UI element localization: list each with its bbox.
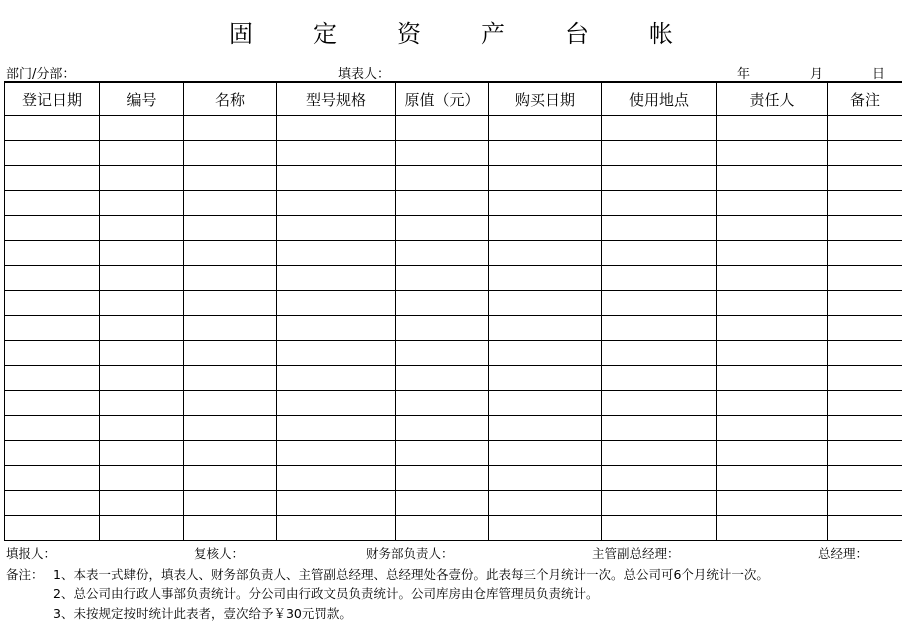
table-cell[interactable] bbox=[717, 166, 828, 191]
table-cell[interactable] bbox=[184, 216, 277, 241]
table-cell[interactable] bbox=[489, 166, 602, 191]
table-row bbox=[5, 516, 902, 541]
table-cell[interactable] bbox=[602, 441, 717, 466]
table-cell[interactable] bbox=[602, 341, 717, 366]
table-cell[interactable] bbox=[184, 466, 277, 491]
table-cell[interactable] bbox=[828, 366, 902, 391]
gm-label: 总经理： bbox=[818, 544, 868, 562]
table-cell[interactable] bbox=[5, 216, 100, 241]
asset-ledger-table bbox=[4, 81, 902, 541]
table-row bbox=[5, 216, 902, 241]
table-cell[interactable] bbox=[828, 166, 902, 191]
table-cell[interactable] bbox=[396, 491, 489, 516]
table-cell[interactable] bbox=[396, 391, 489, 416]
table-cell[interactable] bbox=[489, 191, 602, 216]
table-cell[interactable] bbox=[277, 216, 396, 241]
table-cell[interactable] bbox=[602, 116, 717, 141]
table-cell[interactable] bbox=[602, 191, 717, 216]
table-cell[interactable] bbox=[396, 116, 489, 141]
table-cell[interactable] bbox=[828, 516, 902, 541]
table-row bbox=[5, 191, 902, 216]
table-cell[interactable] bbox=[184, 166, 277, 191]
table-cell[interactable] bbox=[489, 216, 602, 241]
table-cell[interactable] bbox=[602, 491, 717, 516]
table-cell[interactable] bbox=[828, 466, 902, 491]
table-cell[interactable] bbox=[5, 516, 100, 541]
table-row bbox=[5, 341, 902, 366]
table-cell[interactable] bbox=[184, 316, 277, 341]
table-cell[interactable] bbox=[717, 416, 828, 441]
table-cell[interactable] bbox=[489, 516, 602, 541]
table-cell[interactable] bbox=[277, 316, 396, 341]
table-cell[interactable] bbox=[5, 166, 100, 191]
table-cell[interactable] bbox=[396, 341, 489, 366]
note-line-1: 1、本表一式肆份，填表人、财务部负责人、主管副总经理、总经理处各壹份。此表每三个月统计一次。总公司可6个月统计一次。 bbox=[53, 565, 769, 583]
table-cell[interactable] bbox=[184, 516, 277, 541]
table-cell[interactable] bbox=[100, 266, 184, 291]
table-cell[interactable] bbox=[602, 141, 717, 166]
table-cell[interactable] bbox=[828, 341, 902, 366]
table-cell[interactable] bbox=[602, 241, 717, 266]
table-cell[interactable] bbox=[100, 491, 184, 516]
table-cell[interactable] bbox=[5, 466, 100, 491]
table-cell[interactable] bbox=[489, 491, 602, 516]
table-cell[interactable] bbox=[717, 291, 828, 316]
table-cell[interactable] bbox=[602, 516, 717, 541]
table-row bbox=[5, 291, 902, 316]
table-cell[interactable] bbox=[277, 466, 396, 491]
table-header-row bbox=[5, 82, 902, 116]
table-cell[interactable] bbox=[277, 341, 396, 366]
table-cell[interactable] bbox=[396, 516, 489, 541]
table-cell[interactable] bbox=[277, 291, 396, 316]
table-cell[interactable] bbox=[100, 141, 184, 166]
table-cell[interactable] bbox=[717, 491, 828, 516]
table-cell[interactable] bbox=[828, 441, 902, 466]
table-cell[interactable] bbox=[5, 141, 100, 166]
table-cell[interactable] bbox=[717, 191, 828, 216]
table-cell[interactable] bbox=[396, 216, 489, 241]
table-row bbox=[5, 141, 902, 166]
table-cell[interactable] bbox=[602, 266, 717, 291]
header-location: 使用地点 bbox=[602, 82, 717, 116]
table-cell[interactable] bbox=[602, 316, 717, 341]
table-cell[interactable] bbox=[396, 366, 489, 391]
table-cell[interactable] bbox=[489, 341, 602, 366]
table-cell[interactable] bbox=[184, 116, 277, 141]
header-purchase-date: 购买日期 bbox=[489, 82, 602, 116]
table-cell[interactable] bbox=[396, 241, 489, 266]
table-cell[interactable] bbox=[717, 241, 828, 266]
header-number: 编号 bbox=[100, 82, 184, 116]
table-cell[interactable] bbox=[5, 491, 100, 516]
table-row bbox=[5, 316, 902, 341]
reporter-label: 填报人： bbox=[6, 544, 56, 562]
table-cell[interactable] bbox=[828, 241, 902, 266]
table-cell[interactable] bbox=[100, 391, 184, 416]
table-cell[interactable] bbox=[100, 116, 184, 141]
table-row bbox=[5, 491, 902, 516]
table-cell[interactable] bbox=[828, 316, 902, 341]
department-label: 部门/分部： bbox=[6, 63, 75, 82]
table-cell[interactable] bbox=[100, 341, 184, 366]
table-cell[interactable] bbox=[5, 391, 100, 416]
table-cell[interactable] bbox=[828, 216, 902, 241]
table-cell[interactable] bbox=[277, 191, 396, 216]
table-cell[interactable] bbox=[5, 191, 100, 216]
table-cell[interactable] bbox=[100, 166, 184, 191]
notes-label: 备注： bbox=[6, 565, 44, 583]
table-cell[interactable] bbox=[717, 216, 828, 241]
table-row bbox=[5, 241, 902, 266]
table-cell[interactable] bbox=[489, 391, 602, 416]
table-cell[interactable] bbox=[396, 466, 489, 491]
table-cell[interactable] bbox=[100, 291, 184, 316]
table-cell[interactable] bbox=[5, 416, 100, 441]
table-cell[interactable] bbox=[489, 366, 602, 391]
month-label: 月 bbox=[810, 63, 823, 82]
table-cell[interactable] bbox=[489, 316, 602, 341]
table-cell[interactable] bbox=[184, 291, 277, 316]
day-label: 日 bbox=[872, 63, 885, 82]
table-cell[interactable] bbox=[100, 366, 184, 391]
table-cell[interactable] bbox=[277, 366, 396, 391]
table-cell[interactable] bbox=[828, 191, 902, 216]
table-cell[interactable] bbox=[489, 416, 602, 441]
table-row bbox=[5, 116, 902, 141]
table-row bbox=[5, 441, 902, 466]
table-cell[interactable] bbox=[184, 266, 277, 291]
header-remarks: 备注 bbox=[828, 82, 902, 116]
year-label: 年 bbox=[737, 63, 750, 82]
table-row bbox=[5, 466, 902, 491]
table-cell[interactable] bbox=[602, 291, 717, 316]
table-cell[interactable] bbox=[396, 166, 489, 191]
table-cell[interactable] bbox=[277, 166, 396, 191]
header-model: 型号规格 bbox=[277, 82, 396, 116]
table-cell[interactable] bbox=[828, 266, 902, 291]
signature-row bbox=[0, 544, 902, 562]
table-cell[interactable] bbox=[717, 141, 828, 166]
table-row bbox=[5, 166, 902, 191]
header-original-value: 原值（元） bbox=[396, 82, 489, 116]
table-cell[interactable] bbox=[100, 416, 184, 441]
table-cell[interactable] bbox=[5, 241, 100, 266]
table-cell[interactable] bbox=[184, 366, 277, 391]
table-cell[interactable] bbox=[717, 116, 828, 141]
table-cell[interactable] bbox=[717, 266, 828, 291]
table-cell[interactable] bbox=[184, 391, 277, 416]
table-cell[interactable] bbox=[489, 466, 602, 491]
filler-label: 填表人： bbox=[338, 63, 390, 82]
table-cell[interactable] bbox=[396, 316, 489, 341]
table-cell[interactable] bbox=[489, 291, 602, 316]
table-cell[interactable] bbox=[277, 516, 396, 541]
table-cell[interactable] bbox=[184, 416, 277, 441]
table-cell[interactable] bbox=[184, 341, 277, 366]
table-cell[interactable] bbox=[602, 391, 717, 416]
table-row bbox=[5, 416, 902, 441]
table-cell[interactable] bbox=[277, 241, 396, 266]
table-cell[interactable] bbox=[277, 491, 396, 516]
table-cell[interactable] bbox=[184, 141, 277, 166]
table-cell[interactable] bbox=[277, 116, 396, 141]
table-cell[interactable] bbox=[5, 266, 100, 291]
meta-row bbox=[0, 63, 902, 81]
table-cell[interactable] bbox=[828, 141, 902, 166]
finance-head-label: 财务部负责人： bbox=[366, 544, 454, 562]
table-row bbox=[5, 366, 902, 391]
note-line-2: 2、总公司由行政人事部负责统计。分公司由行政文员负责统计。公司库房由仓库管理员负责统计。 bbox=[53, 584, 598, 602]
table-cell[interactable] bbox=[717, 516, 828, 541]
table-cell[interactable] bbox=[602, 366, 717, 391]
table-cell[interactable] bbox=[396, 141, 489, 166]
table-cell[interactable] bbox=[277, 391, 396, 416]
table-body bbox=[5, 116, 902, 541]
table-cell[interactable] bbox=[277, 416, 396, 441]
page-title: 固定资产台帐 bbox=[0, 14, 902, 54]
table-cell[interactable] bbox=[828, 291, 902, 316]
table-cell[interactable] bbox=[5, 316, 100, 341]
table-cell[interactable] bbox=[396, 416, 489, 441]
table-cell[interactable] bbox=[5, 366, 100, 391]
table-cell[interactable] bbox=[717, 441, 828, 466]
table-cell[interactable] bbox=[602, 416, 717, 441]
table-cell[interactable] bbox=[828, 116, 902, 141]
table-cell[interactable] bbox=[100, 191, 184, 216]
reviewer-label: 复核人： bbox=[194, 544, 244, 562]
table-cell[interactable] bbox=[100, 216, 184, 241]
header-responsible: 责任人 bbox=[717, 82, 828, 116]
table-cell[interactable] bbox=[717, 466, 828, 491]
table-cell[interactable] bbox=[489, 441, 602, 466]
table-cell[interactable] bbox=[5, 291, 100, 316]
table-cell[interactable] bbox=[277, 266, 396, 291]
table-cell[interactable] bbox=[184, 241, 277, 266]
header-name: 名称 bbox=[184, 82, 277, 116]
table-cell[interactable] bbox=[184, 191, 277, 216]
table-cell[interactable] bbox=[717, 366, 828, 391]
table-cell[interactable] bbox=[717, 316, 828, 341]
table-cell[interactable] bbox=[489, 241, 602, 266]
note-line-3: 3、未按规定按时统计此表者，壹次给予￥30元罚款。 bbox=[53, 604, 352, 622]
table-cell[interactable] bbox=[277, 441, 396, 466]
table-cell[interactable] bbox=[184, 491, 277, 516]
table-cell[interactable] bbox=[828, 416, 902, 441]
table-cell[interactable] bbox=[717, 341, 828, 366]
table-cell[interactable] bbox=[100, 466, 184, 491]
table-cell[interactable] bbox=[602, 466, 717, 491]
table-row bbox=[5, 266, 902, 291]
table-cell[interactable] bbox=[277, 141, 396, 166]
table-cell[interactable] bbox=[100, 441, 184, 466]
table-cell[interactable] bbox=[396, 191, 489, 216]
table-cell[interactable] bbox=[5, 441, 100, 466]
table-cell[interactable] bbox=[828, 491, 902, 516]
table-cell[interactable] bbox=[489, 116, 602, 141]
table-cell[interactable] bbox=[396, 266, 489, 291]
table-cell[interactable] bbox=[828, 391, 902, 416]
table-cell[interactable] bbox=[602, 216, 717, 241]
table-cell[interactable] bbox=[489, 141, 602, 166]
table-cell[interactable] bbox=[602, 166, 717, 191]
table-cell[interactable] bbox=[489, 266, 602, 291]
table-cell[interactable] bbox=[396, 441, 489, 466]
table-cell[interactable] bbox=[100, 241, 184, 266]
table-cell[interactable] bbox=[100, 516, 184, 541]
table-cell[interactable] bbox=[5, 341, 100, 366]
table-cell[interactable] bbox=[100, 316, 184, 341]
vice-gm-label: 主管副总经理： bbox=[592, 544, 680, 562]
table-cell[interactable] bbox=[5, 116, 100, 141]
table-row bbox=[5, 391, 902, 416]
table-cell[interactable] bbox=[717, 391, 828, 416]
table-cell[interactable] bbox=[396, 291, 489, 316]
header-register-date: 登记日期 bbox=[5, 82, 100, 116]
table-cell[interactable] bbox=[184, 441, 277, 466]
